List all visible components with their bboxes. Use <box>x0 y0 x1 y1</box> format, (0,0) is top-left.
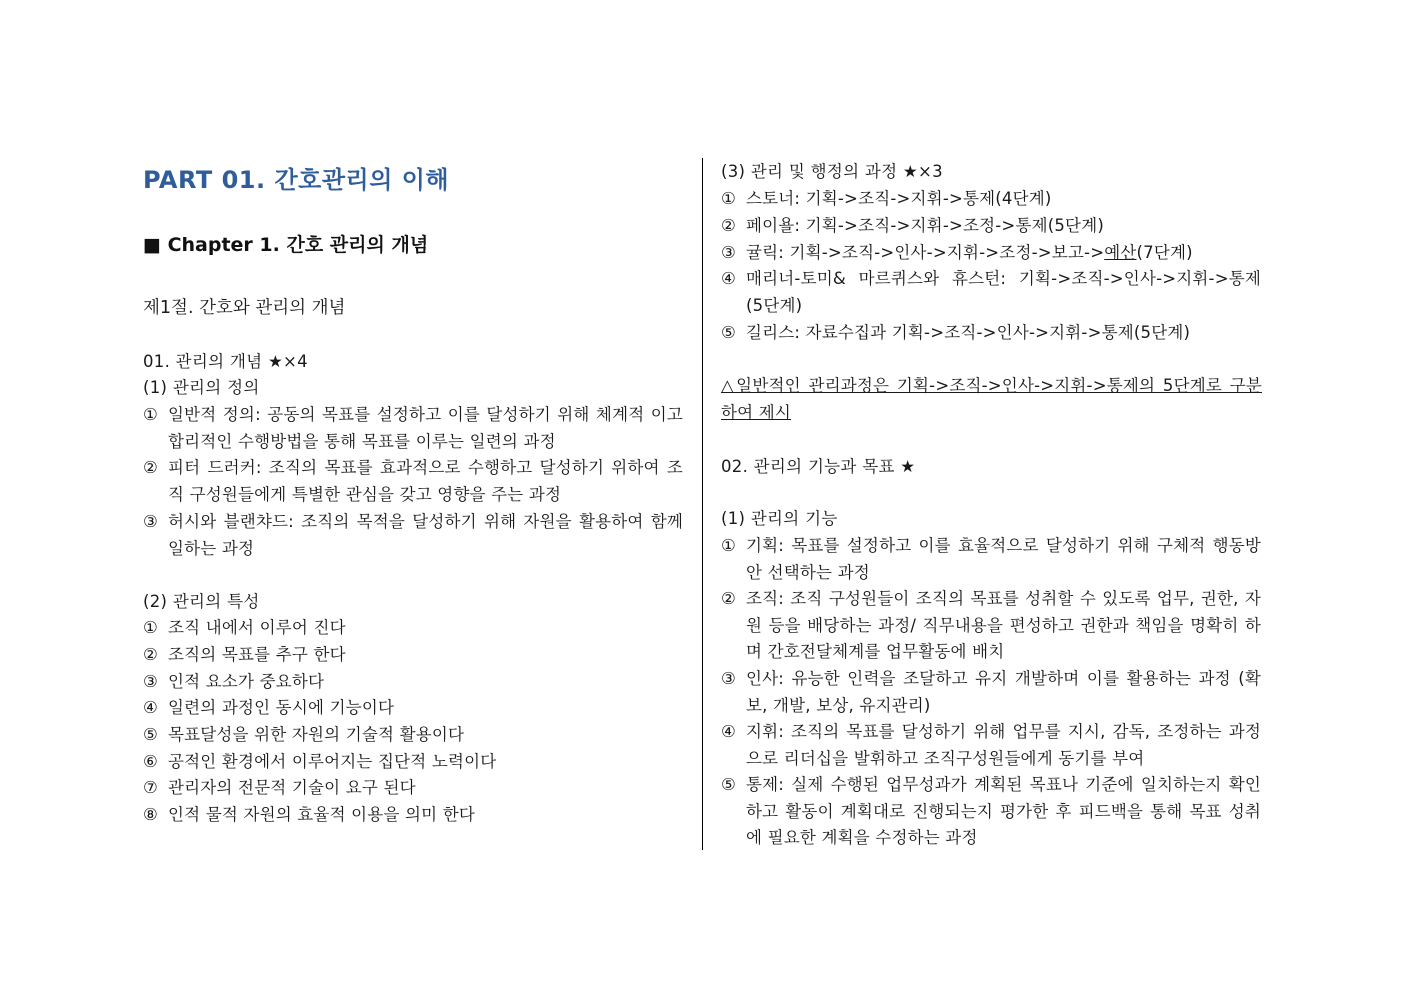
item-number: ⑧ <box>143 805 158 824</box>
item-text: 공적인 환경에서 이루어지는 집단적 노력이다 <box>168 752 497 771</box>
item-number: ② <box>721 589 736 608</box>
item-number: ① <box>143 618 158 637</box>
characteristic-item <box>143 615 683 642</box>
section-title: 제1절. 간호와 관리의 개념 <box>143 298 346 318</box>
item-text: 인적 물적 자원의 효율적 이용을 의미 한다 <box>168 805 476 824</box>
function-item <box>721 666 1261 719</box>
item-number: ③ <box>721 243 736 262</box>
heading-management-concept: 01. 관리의 개념 ★×4 <box>143 352 308 371</box>
item-number: ③ <box>721 669 736 688</box>
definition-item <box>143 455 683 508</box>
item-number: ⑤ <box>143 725 158 744</box>
function-item <box>721 772 1261 852</box>
item-text: 인적 요소가 중요하다 <box>168 672 325 691</box>
item-text: 피터 드러커: 조직의 목표를 효과적으로 수행하고 달성하기 위하여 조직 구성원들에게 특별한 관심을 갖고 영향을 주는 과정 <box>168 458 683 504</box>
characteristic-item <box>143 749 683 776</box>
item-number: ⑥ <box>143 752 158 771</box>
item-number: ⑦ <box>143 778 158 797</box>
item-text: 지휘: 조직의 목표를 달성하기 위해 업무를 지시, 감독, 조정하는 과정으로 리더십을 발휘하고 조직구성원들에게 동기를 부여 <box>746 722 1261 768</box>
item-number: ⑤ <box>721 775 736 794</box>
item-number: ② <box>143 458 158 477</box>
item-text: 조직 내에서 이루어 진다 <box>168 618 346 637</box>
item-text: 허시와 블랜챠드: 조직의 목적을 달성하기 위해 자원을 활용하여 함께 일하는 과정 <box>168 512 683 558</box>
item-text: 인사: 유능한 인력을 조달하고 유지 개발하며 이를 활용하는 과정 (확보, 개발, 보상, 유지관리) <box>746 669 1261 715</box>
definition-item <box>143 402 683 455</box>
definition-item <box>143 509 683 562</box>
item-text <box>746 240 1261 267</box>
characteristic-item <box>143 642 683 669</box>
function-item <box>721 586 1261 666</box>
item-text: 페이욜: 기획->조직->지휘->조정->통제(5단계) <box>746 216 1104 235</box>
item-text-post: (7단계) <box>1136 243 1193 262</box>
item-text: 일련의 과정인 동시에 기능이다 <box>168 698 395 717</box>
heading-function-goal: 02. 관리의 기능과 목표 ★ <box>721 457 916 476</box>
item-text: 조직의 목표를 추구 한다 <box>168 645 346 664</box>
item-number: ① <box>143 405 158 424</box>
process-item <box>721 213 1261 240</box>
characteristic-item <box>143 802 683 829</box>
column-divider <box>702 158 703 850</box>
process-item <box>721 266 1261 319</box>
subheading-functions: (1) 관리의 기능 <box>721 509 838 528</box>
subheading-process: (3) 관리 및 행정의 과정 ★×3 <box>721 162 943 181</box>
item-text: 관리자의 전문적 기술이 요구 된다 <box>168 778 416 797</box>
function-item <box>721 719 1261 772</box>
process-item <box>721 320 1261 347</box>
item-number: ② <box>721 216 736 235</box>
part-title: PART 01. 간호관리의 이해 <box>143 166 450 194</box>
item-text: 일반적 정의: 공동의 목표를 설정하고 이를 달성하기 위해 체계적 이고 합리적인 수행방법을 통해 목표를 이루는 일련의 과정 <box>168 405 683 451</box>
item-text-pre: 귤릭: 기획->조직->인사->지휘->조정->보고-> <box>746 243 1105 262</box>
item-text: 매리너-토미& 마르퀴스와 휴스턴: 기획->조직->인사->지휘->통제 (5단계) <box>746 269 1261 315</box>
item-number: ⑤ <box>721 323 736 342</box>
item-number: ① <box>721 189 736 208</box>
item-text: 스토너: 기획->조직->지휘->통제(4단계) <box>746 189 1052 208</box>
subheading-characteristics: (2) 관리의 특성 <box>143 592 260 611</box>
item-text: 통제: 실제 수행된 업무성과가 계획된 목표나 기준에 일치하는지 확인하고 활동이 계획대로 진행되는지 평가한 후 피드백을 통해 목표 성취에 필요한 계획을 수정하는 과정 <box>746 775 1261 847</box>
item-number: ② <box>143 645 158 664</box>
process-note: △일반적인 관리과정은 기획->조직->인사->지휘->통제의 5단계로 구분하여 제시 <box>721 376 1262 422</box>
item-number: ④ <box>721 269 736 288</box>
item-text: 목표달성을 위한 자원의 기술적 활용이다 <box>168 725 465 744</box>
characteristic-item <box>143 722 683 749</box>
process-item <box>721 186 1261 213</box>
item-number: ④ <box>143 698 158 717</box>
process-item <box>721 240 1261 267</box>
item-text: 길리스: 자료수집과 기획->조직->인사->지휘->통제(5단계) <box>746 323 1191 342</box>
function-item <box>721 533 1261 586</box>
characteristic-item <box>143 695 683 722</box>
subheading-definition: (1) 관리의 정의 <box>143 378 260 397</box>
item-text: 조직: 조직 구성원들이 조직의 목표를 성취할 수 있도록 업무, 권한, 자원 등을 배당하는 과정/ 직무내용을 편성하고 권한과 책임을 명확히 하며 간호전달체계를 업무활동에 배치 <box>746 589 1261 661</box>
underlined-budget: 예산 <box>1104 243 1137 262</box>
characteristic-item <box>143 669 683 696</box>
chapter-title: ■ Chapter 1. 간호 관리의 개념 <box>143 234 429 256</box>
item-number: ③ <box>143 512 158 531</box>
item-text: 기획: 목표를 설정하고 이를 효율적으로 달성하기 위해 구체적 행동방안 선택하는 과정 <box>746 536 1261 582</box>
item-number: ③ <box>143 672 158 691</box>
characteristic-item <box>143 775 683 802</box>
item-number: ④ <box>721 722 736 741</box>
item-number: ① <box>721 536 736 555</box>
